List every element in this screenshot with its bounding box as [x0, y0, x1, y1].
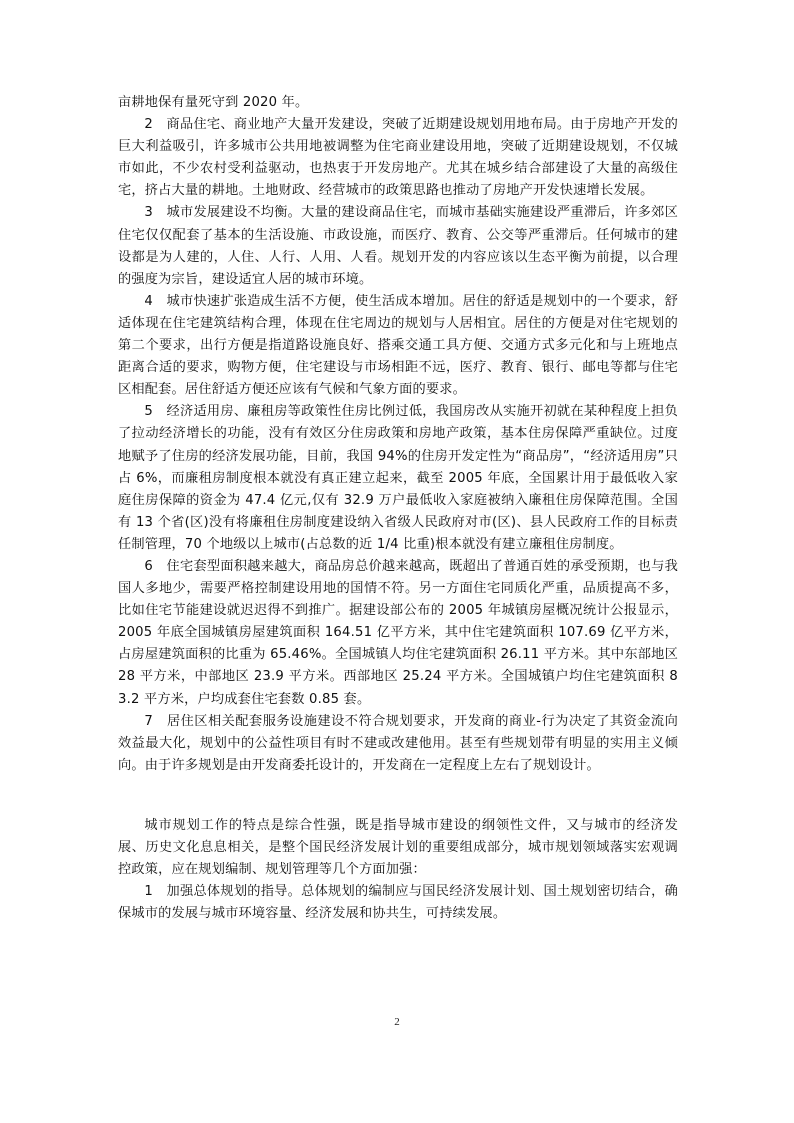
page-number: 2 — [394, 1016, 400, 1028]
paragraph-item-6: 6 住宅套型面积越来越大，商品房总价越来越高，既超出了普通百姓的承受预期，也与我国人多地少，需要严格控制建设用地的国情不符。另一方面住宅同质化严重，品质提高不多，比如住宅节能建设就迟迟得不到推广。据建设部公布的 2005 年城镇房屋概况统计公报显示，2005 年底全国城镇房屋建筑面积 164.51 亿平方米，其中住宅建筑面积 107.69 亿平方米，占房屋建筑面积的比重为 65.46%。全国城镇人均住宅建筑面积 26.11 平方米。其中东部地区 28 平方米，中部地区 23.9 平方米。西部地区 25.24 平方米。全国城镇户均住宅建筑面积 83.2 平方米，户均成套住宅套数 0.85 套。 — [118, 558, 678, 707]
paragraph-item-7: 7 居住区相关配套服务设施建设不符合规划要求，开发商的商业-行为决定了其资金流向效益最大化，规划中的公益性项目有时不建或改建他用。甚至有些规划带有明显的实用主义倾向。由于许多规划是由开发商委托设计的，开发商在一定程度上左右了规划设计。 — [118, 713, 678, 773]
paragraph-continuation: 亩耕地保有量死守到 2020 年。 — [118, 95, 309, 110]
body-text — [118, 92, 678, 925]
paragraph-intro: 城市规划工作的特点是综合性强，既是指导城市建设的纲领性文件，又与城市的经济发展、历史文化息息相关，是整个国民经济发展计划的重要组成部分，城市规划领域落实宏观调控政策，应在规划编制、规划管理等几个方面加强： — [118, 817, 678, 878]
section-divider-space — [118, 777, 678, 815]
paragraph-item-5: 5 经济适用房、廉租房等政策性住房比例过低，我国房改从实施开初就在某种程度上担负了拉动经济增长的功能，没有有效区分住房政策和房地产政策，基本住房保障严重缺位。过度地赋予了住房的经济发展功能，目前，我国 94%的住房开发定性为“商品房”，“经济适用房”只占 6%，而廉租房制度根本就没有真正建立起来，截至 2005 年底，全国累计用于最低收入家庭住房保障的资金为 47.4 亿元,仅有 32.9 万户最低收入家庭被纳入廉租住房保障范围。全国有 13 个省(区)没有将廉租住房制度建设纳入省级人民政府对市(区)、县人民政府工作的目标责任制管理，70 个地级以上城市(占总数的近 1/4 比重)根本就没有建立廉租住房制度。 — [118, 404, 678, 552]
paragraph-item-4: 4 城市快速扩张造成生活不方便，使生活成本增加。居住的舒适是规划中的一个要求，舒适体现在住宅建筑结构合理，体现在住宅周边的规划与人居相宜。居住的方便是对住宅规划的第二个要求，出行方便是指道路设施良好、搭乘交通工具方便、交通方式多元化和与上班地点距离合适的要求，购物方便，住宅建设与市场相距不远，医疗、教育、银行、邮电等都与住宅区相配套。居住舒适方便还应该有气候和气象方面的要求。 — [118, 293, 678, 398]
paragraph-measure-1: 1 加强总体规划的指导。总体规划的编制应与国民经济发展计划、国土规划密切结合，确保城市的发展与城市环境容量、经济发展和协共生，可持续发展。 — [118, 884, 678, 922]
paragraph-item-2: 2 商品住宅、商业地产大量开发建设，突破了近期建设规划用地布局。由于房地产开发的巨大利益吸引，许多城市公共用地被调整为住宅商业建设用地，突破了近期建设规划，不仅城市如此，不少农村受利益驱动，也热衷于开发房地产。尤其在城乡结合部建设了大量的高级住宅，挤占大量的耕地。土地财政、经营城市的政策思路也推动了房地产开发快速增长发展。 — [118, 117, 678, 199]
paragraph-item-3: 3 城市发展建设不均衡。大量的建设商品住宅，而城市基础实施建设严重滞后，许多郊区住宅仅仅配套了基本的生活设施、市政设施，而医疗、教育、公交等严重滞后。任何城市的建设都是为人建的，人住、人行、人用、人看。规划开发的内容应该以生态平衡为前提，以合理的强度为宗旨，建设适宜人居的城市环境。 — [118, 205, 678, 287]
